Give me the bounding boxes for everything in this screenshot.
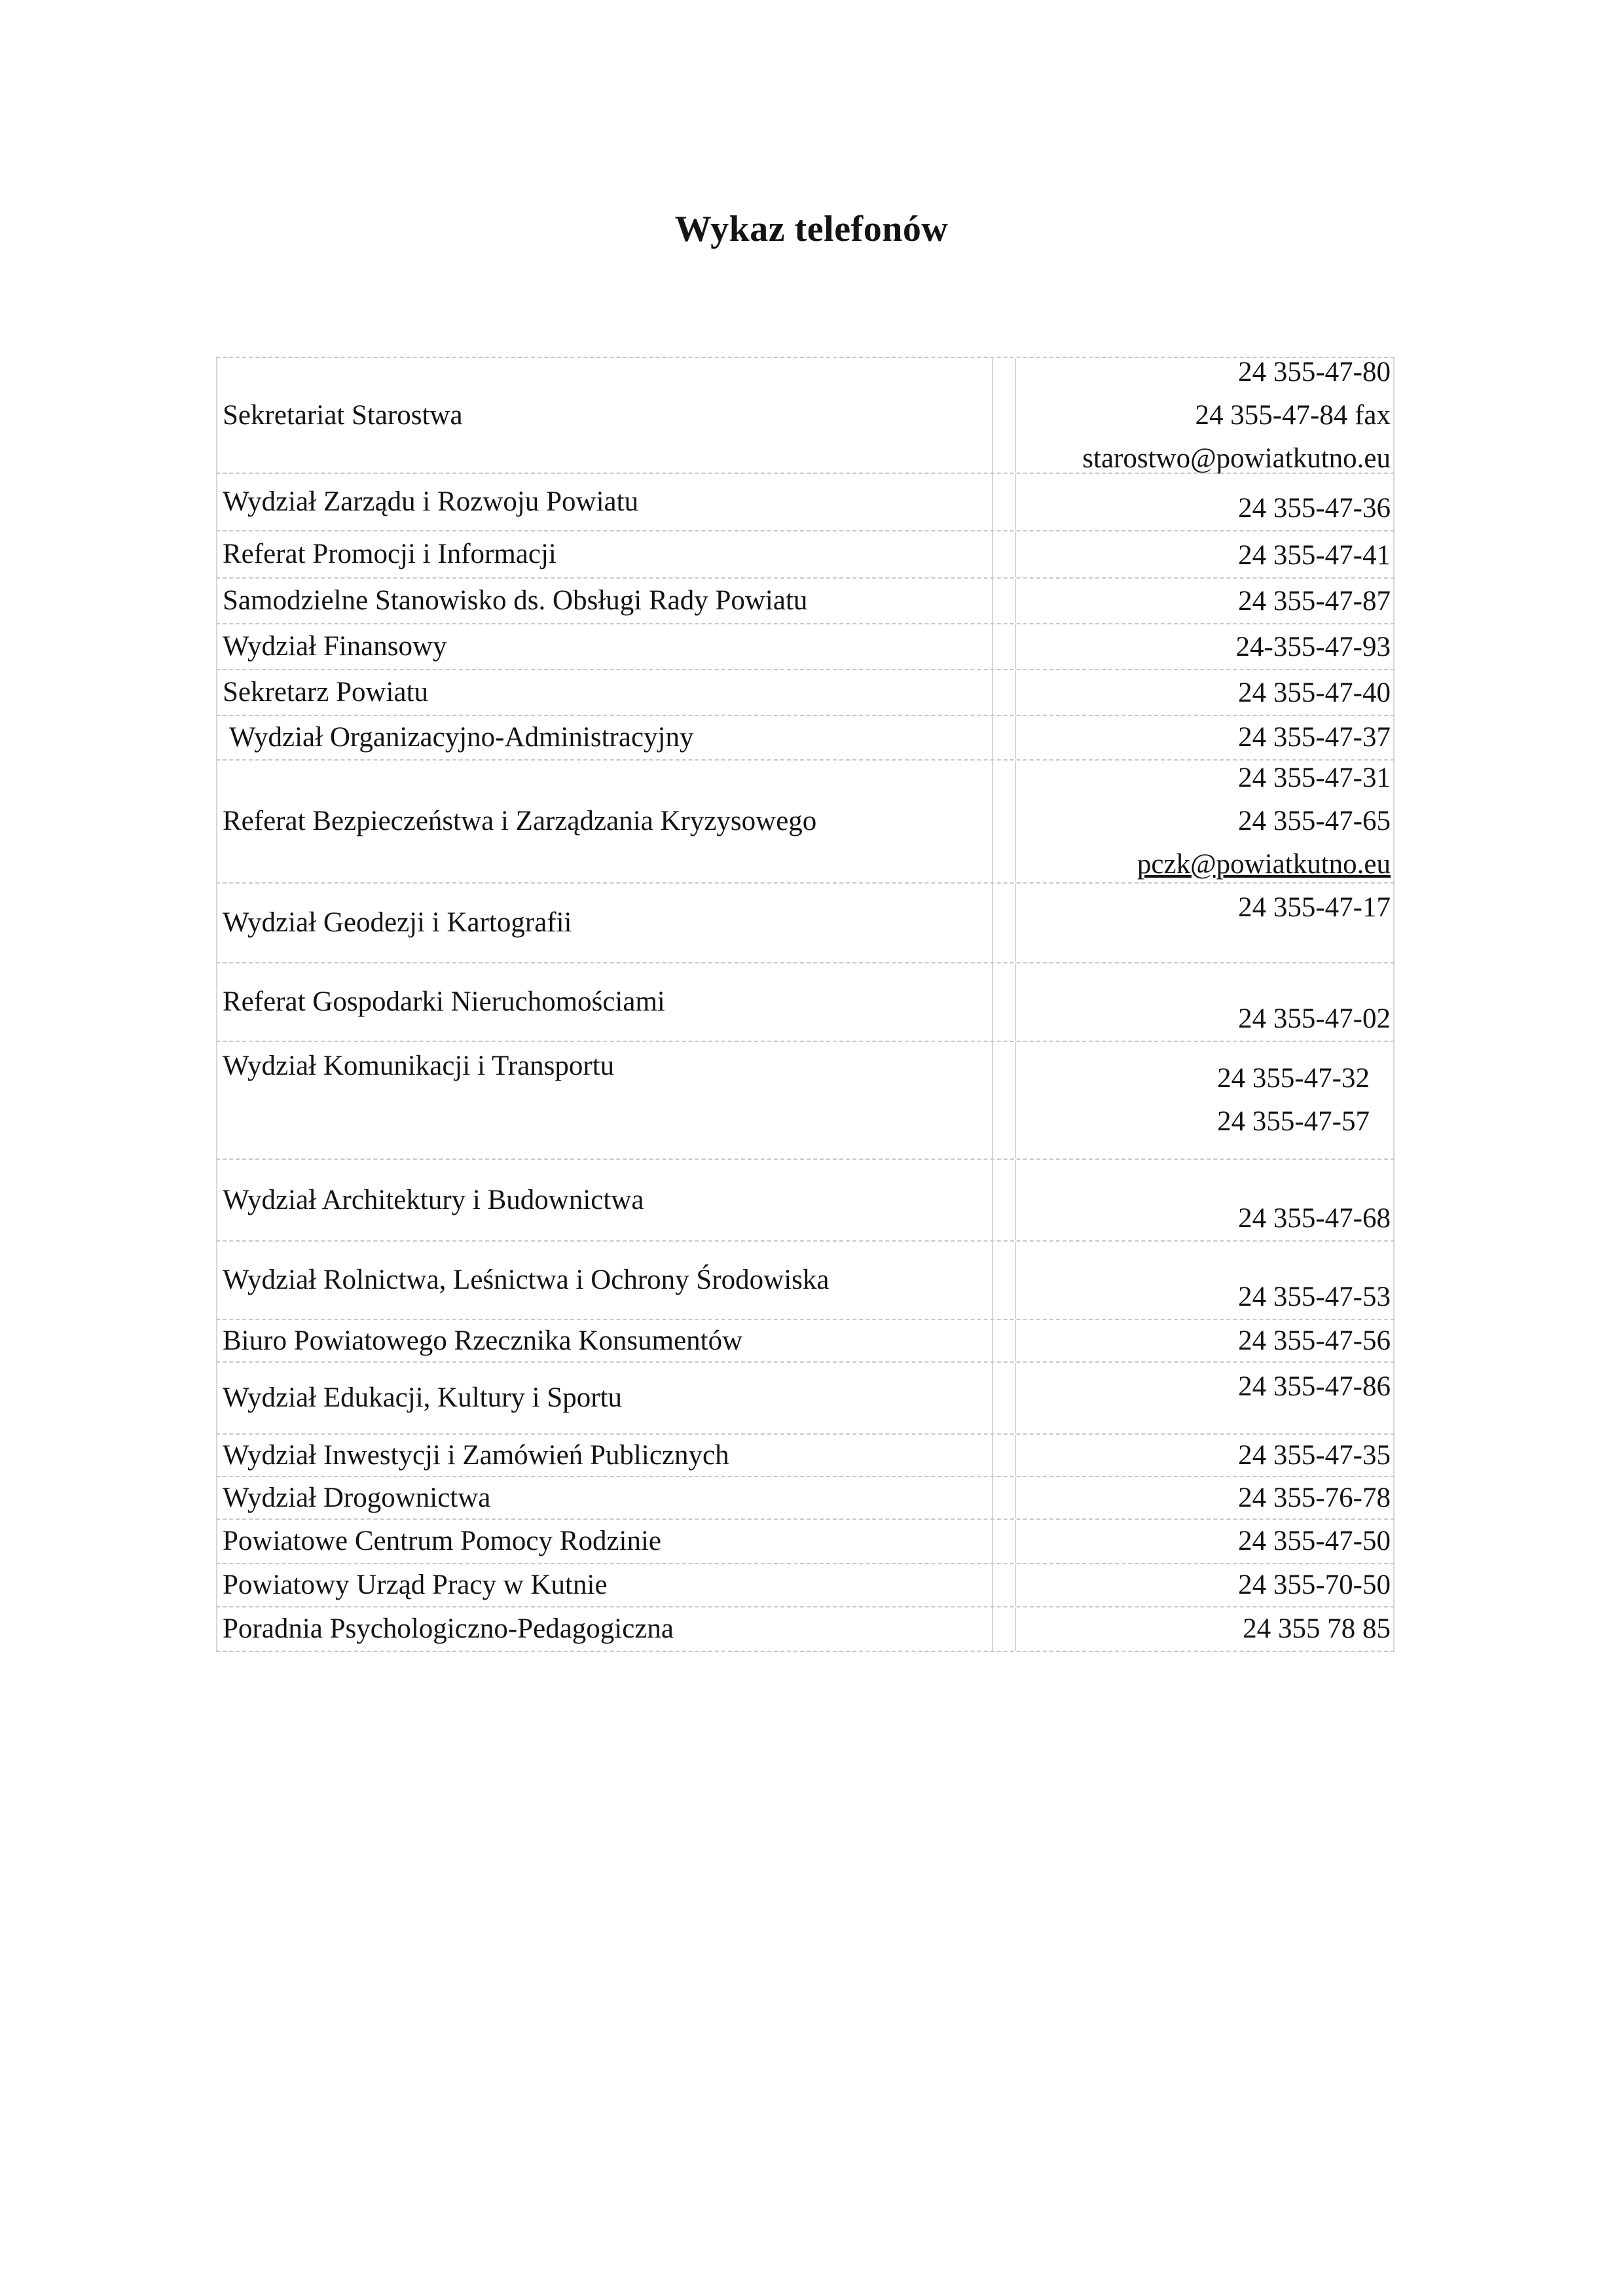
phone-cell <box>1015 761 1395 882</box>
phone-directory-table <box>216 357 1395 1652</box>
phone-cell <box>1015 474 1395 530</box>
table-row <box>216 1476 1395 1518</box>
phone-number: 24 355-47-02 <box>1238 1003 1391 1034</box>
department-name: Powiatowe Centrum Pomocy Rodzinie <box>216 1520 992 1563</box>
phone-cell <box>1015 1320 1395 1361</box>
phone-number: 24 355-47-37 <box>1238 722 1391 753</box>
phone-number: 24 355-47-36 <box>1238 493 1391 524</box>
phone-number: 24 355-47-56 <box>1238 1325 1391 1356</box>
phone-number: 24 355-47-50 <box>1238 1526 1391 1556</box>
table-row <box>216 1518 1395 1563</box>
department-name: Wydział Inwestycji i Zamówień Publicznych <box>216 1435 992 1476</box>
table-row <box>216 882 1395 962</box>
phone-cell <box>1015 1520 1395 1563</box>
phone-number: 24 355-47-41 <box>1238 540 1391 571</box>
department-name: Wydział Edukacji, Kultury i Sportu <box>216 1363 992 1433</box>
department-name: Wydział Komunikacji i Transportu <box>216 1042 992 1158</box>
phone-cell <box>1015 963 1395 1041</box>
phone-cell <box>1015 1363 1395 1433</box>
phone-cell <box>1015 579 1395 623</box>
phone-number: 24 355-47-80 <box>1238 356 1391 387</box>
phone-cell <box>1015 1160 1395 1240</box>
phone-cell <box>1015 1564 1395 1606</box>
phone-cell <box>1015 1435 1395 1476</box>
phone-number: 24-355-47-93 <box>1235 632 1391 662</box>
table-row <box>216 962 1395 1041</box>
phone-cell <box>1015 670 1395 715</box>
table-row <box>216 357 1395 473</box>
phone-number: 24 355 78 85 <box>1243 1613 1391 1644</box>
table-row <box>216 1319 1395 1361</box>
department-name: Powiatowy Urząd Pracy w Kutnie <box>216 1564 992 1606</box>
phone-number: 24 355-47-86 <box>1238 1371 1391 1402</box>
department-name: Poradnia Psychologiczno-Pedagogiczna <box>216 1607 992 1651</box>
table-row <box>216 715 1395 759</box>
phone-cell <box>1015 531 1395 577</box>
phone-cell <box>1015 1242 1395 1319</box>
table-row <box>216 577 1395 623</box>
phone-number: 24 355-47-65 <box>1238 806 1391 836</box>
table-row <box>216 1361 1395 1433</box>
phone-number: 24 355-47-32 <box>1217 1063 1370 1094</box>
phone-number: 24 355-47-31 <box>1238 762 1391 793</box>
table-row <box>216 759 1395 882</box>
department-name: Sekretariat Starostwa <box>216 358 992 473</box>
email-link[interactable]: starostwo@powiatkutno.eu <box>1082 442 1391 474</box>
department-name: Wydział Architektury i Budownictwa <box>216 1160 992 1240</box>
phone-number: 24 355-47-35 <box>1238 1439 1391 1471</box>
table-row <box>216 1041 1395 1158</box>
table-row <box>216 1158 1395 1240</box>
phone-cell <box>1015 1042 1395 1158</box>
page-title: Wykaz telefonów <box>674 209 949 249</box>
department-name: Samodzielne Stanowisko ds. Obsługi Rady Powiatu <box>216 579 992 623</box>
phone-number: 24 355-47-53 <box>1238 1282 1391 1312</box>
phone-cell <box>1015 1607 1395 1651</box>
phone-number: 24 355-76-78 <box>1238 1482 1391 1513</box>
department-name: Sekretarz Powiatu <box>216 670 992 715</box>
phone-cell <box>1015 884 1395 962</box>
table-row <box>216 1563 1395 1606</box>
phone-number: 24 355-47-17 <box>1238 892 1391 923</box>
phone-number: 24 355-70-50 <box>1238 1570 1391 1600</box>
department-name: Referat Bezpieczeństwa i Zarządzania Kryzysowego <box>216 761 992 882</box>
table-row <box>216 623 1395 669</box>
department-name: Biuro Powiatowego Rzecznika Konsumentów <box>216 1320 992 1361</box>
email-link[interactable]: pczk@powiatkutno.eu <box>1137 849 1391 880</box>
department-name: Wydział Geodezji i Kartografii <box>216 884 992 962</box>
department-name: Wydział Finansowy <box>216 624 992 669</box>
table-row <box>216 473 1395 530</box>
phone-number: 24 355-47-68 <box>1238 1203 1391 1234</box>
table-row <box>216 1606 1395 1651</box>
phone-cell <box>1015 624 1395 669</box>
department-name: Wydział Zarządu i Rozwoju Powiatu <box>216 474 992 530</box>
phone-cell <box>1015 1477 1395 1518</box>
table-row <box>216 669 1395 715</box>
department-name: Wydział Drogownictwa <box>216 1477 992 1518</box>
department-name: Wydział Organizacyjno-Administracyjny <box>216 716 992 759</box>
department-name: Referat Gospodarki Nieruchomościami <box>216 963 992 1041</box>
department-name: Wydział Rolnictwa, Leśnictwa i Ochrony Środowiska <box>216 1242 992 1319</box>
phone-cell <box>1015 716 1395 759</box>
table-row <box>216 1433 1395 1476</box>
table-row <box>216 1240 1395 1319</box>
phone-cell <box>1015 358 1395 473</box>
phone-number: 24 355-47-40 <box>1238 677 1391 708</box>
department-name: Referat Promocji i Informacji <box>216 531 992 577</box>
phone-number: 24 355-47-57 <box>1217 1106 1370 1137</box>
phone-number: 24 355-47-87 <box>1238 586 1391 617</box>
fax-number: 24 355-47-84 fax <box>1195 399 1391 431</box>
table-row <box>216 530 1395 577</box>
